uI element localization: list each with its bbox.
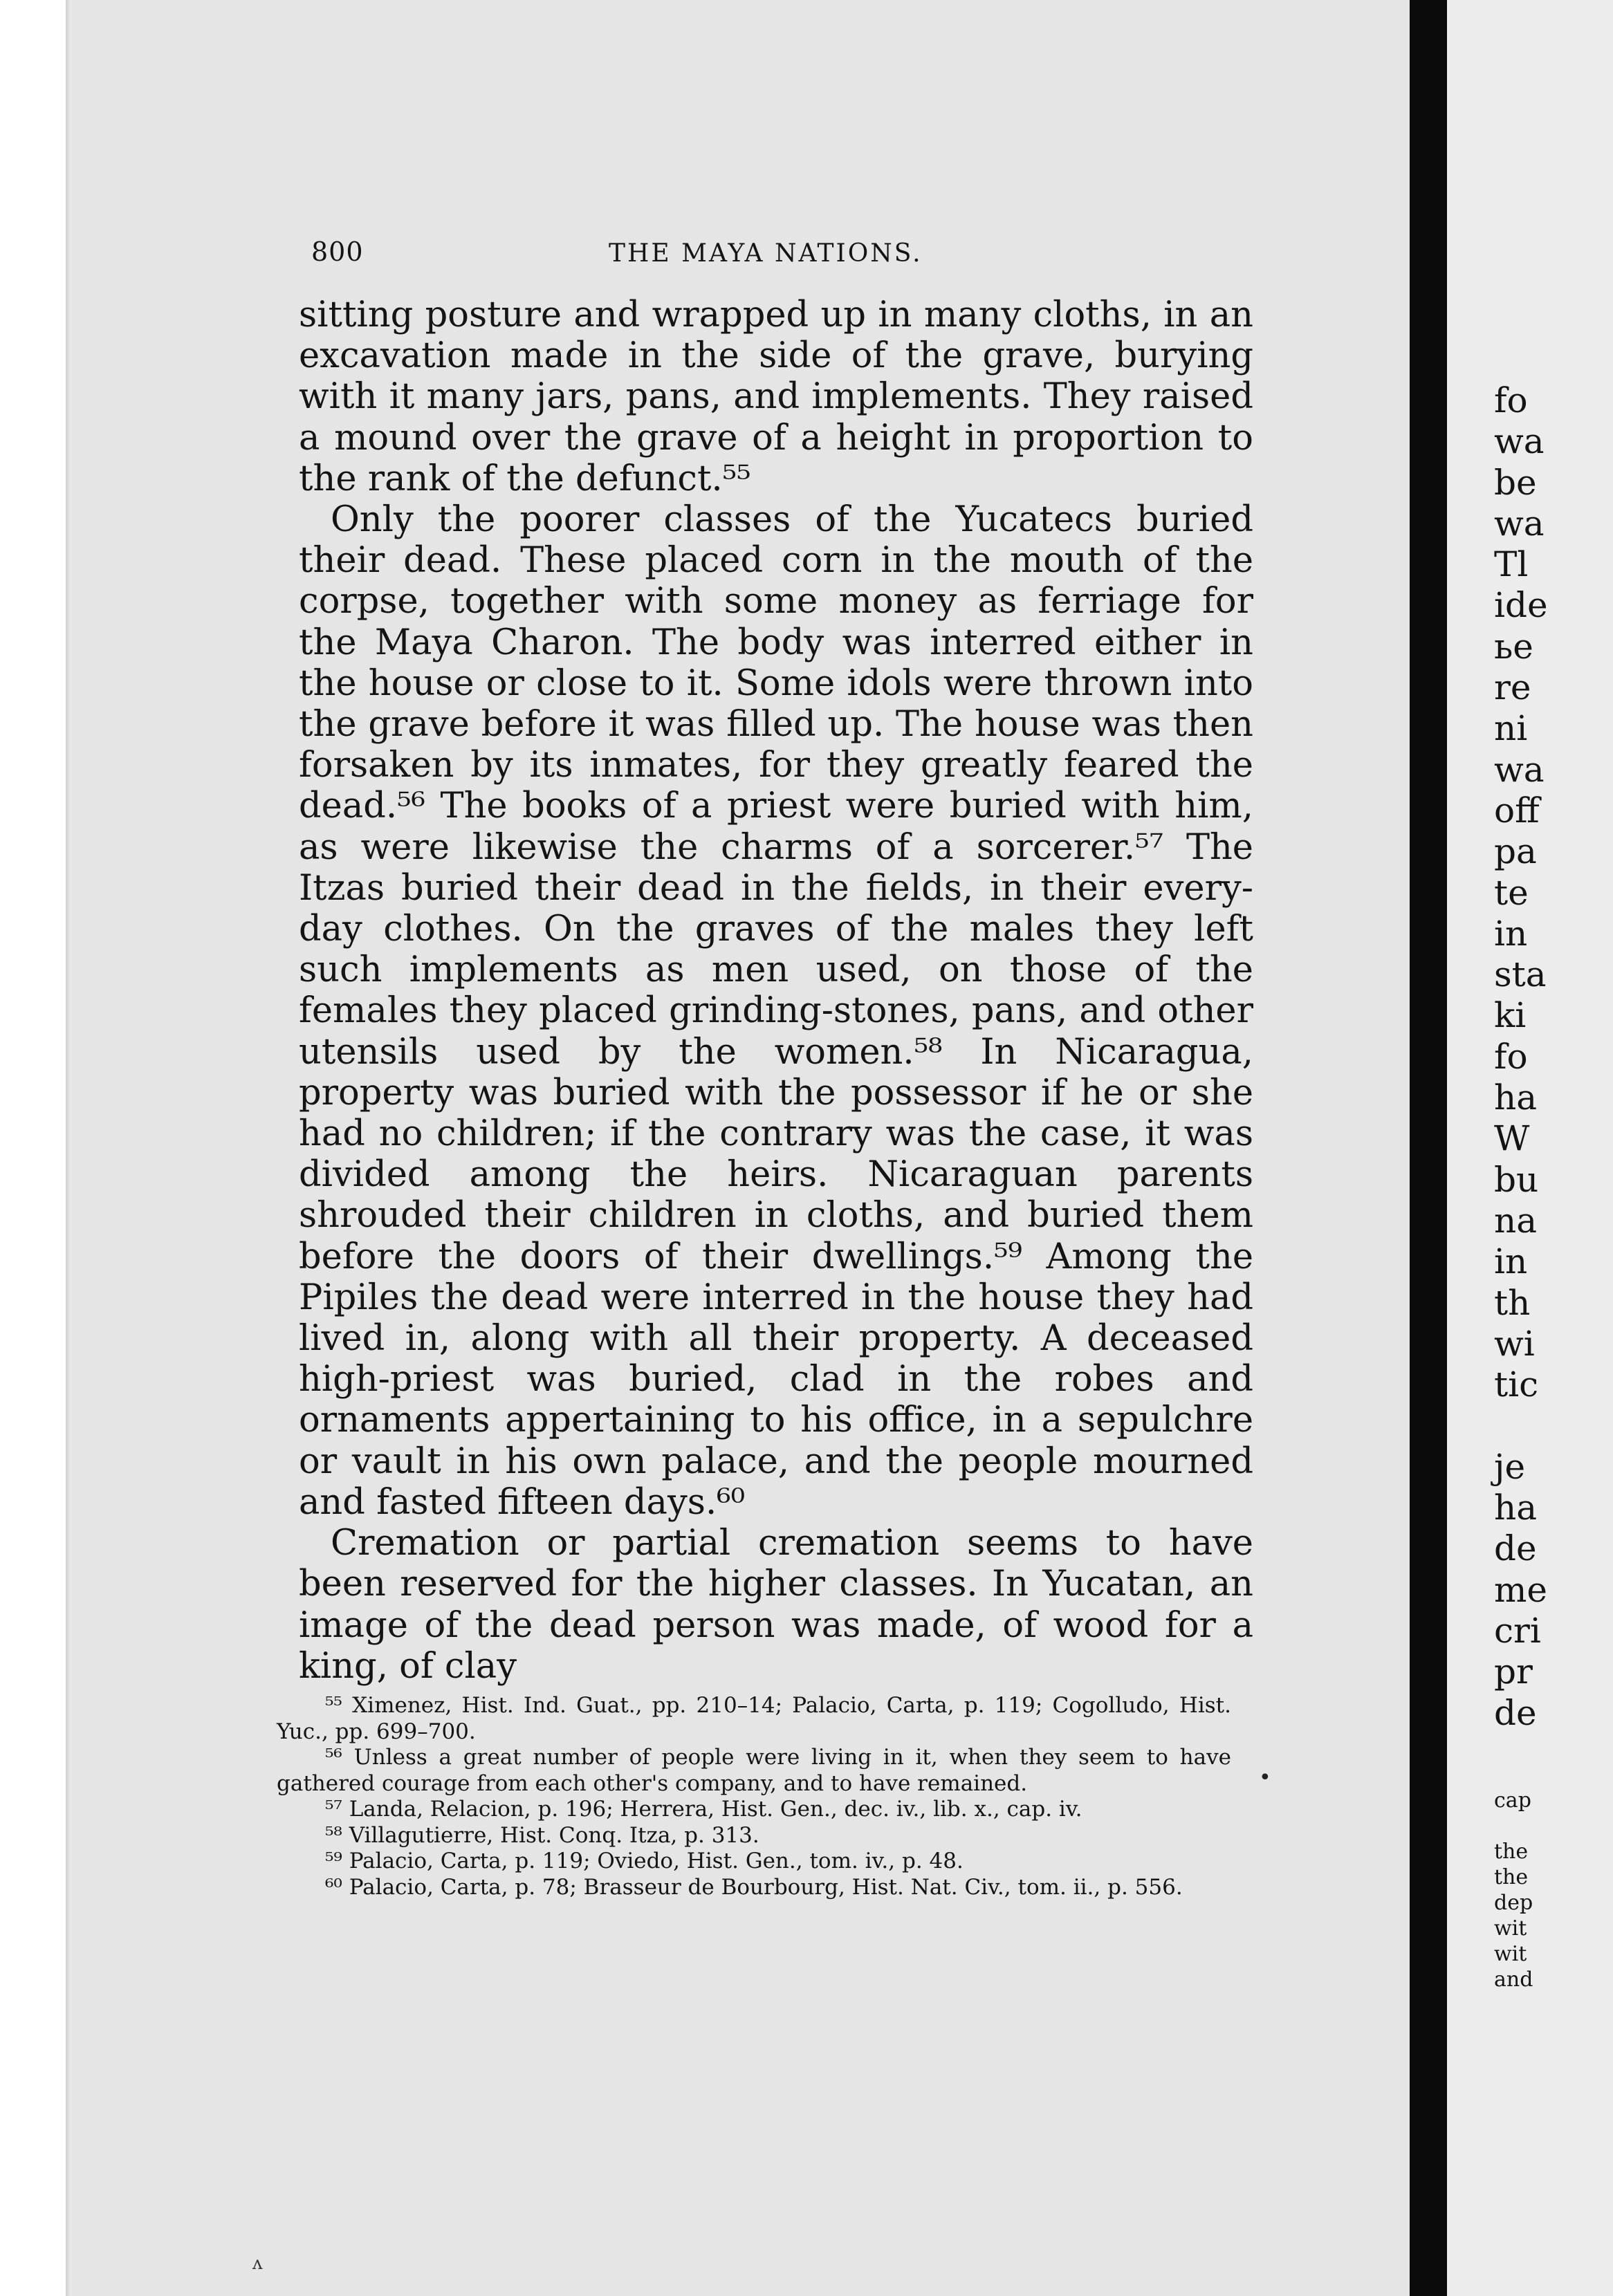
facing-line-fragment: in: [1494, 1241, 1528, 1282]
facing-line-fragment: te: [1494, 872, 1529, 913]
facing-line-fragment: in: [1494, 913, 1528, 954]
facing-line-fragment: wi: [1494, 1323, 1535, 1364]
footnote: ⁵⁹ Palacio, Carta, p. 119; Oviedo, Hist. Gen., tom. iv., p. 48.: [325, 1849, 964, 1873]
footnote: ⁵⁸ Villagutierre, Hist. Conq. Itza, p. 313.: [325, 1822, 759, 1848]
facing-line-fragment: fo: [1494, 380, 1528, 420]
facing-line-fragment: sta: [1494, 954, 1547, 995]
facing-page-notes: [1494, 1788, 1556, 1992]
facing-line-fragment: ni: [1494, 708, 1528, 749]
facing-line-fragment: de: [1494, 1528, 1537, 1569]
paragraph: Cremation or partial cremation seems to have been reserved for the higher classes. In Yucatan, an image of the dead person was made, of wood for a king, of clay: [299, 1523, 1253, 1687]
paragraph: Only the poorer classes of the Yucatecs buried their dead. These placed corn in the mouth of the corpse, together with some money as ferriage for the Maya Charon. The body was interred either in the house or close to it. Some idols were thrown into the grave before it was filled up. The house was then forsaken by its inmates, for they greatly feared the dead.⁵⁶ The books of a priest were buried with him, as were likewise the charms of a sorcerer.⁵⁷ The Itzas buried their dead in the fields, in their every-day clothes. On the graves of the males they left such implements as men used, on those of the females they placed grinding-stones, pans, and other utensils used by the women.⁵⁸ In Nicaragua, property was buried with the possessor if he or she had no children; if the contrary was the case, it was divided among the heirs. Nicaraguan parents shrouded their children in cloths, and buried them before the doors of their dwellings.⁵⁹ Among the Pipiles the dead were interred in the house they had lived in, along with all their property. A deceased high-priest was buried, clad in the robes and ornaments appertaining to his office, in a sepulchre or vault in his own palace, and the people mourned and fasted fifteen days.⁶⁰: [299, 499, 1253, 1523]
page-edge: [66, 0, 71, 2296]
scan-speck: ʌ: [252, 2253, 263, 2274]
facing-note-fragment: and: [1494, 1968, 1533, 1992]
facing-line-fragment: Tl: [1494, 544, 1529, 585]
facing-line-fragment: je: [1494, 1446, 1526, 1487]
facing-note-fragment: the: [1494, 1865, 1529, 1889]
facing-line-fragment: tic: [1494, 1364, 1539, 1405]
paragraph: sitting posture and wrapped up in many cloths, in an excavation made in the side of the grave, burying with it many jars, pans, and implements. They raised a mound over the grave of a height in proportion to the rank of the defunct.⁵⁵: [299, 295, 1253, 499]
page-header: [311, 237, 1266, 285]
facing-line-fragment: off: [1494, 790, 1540, 831]
facing-line-fragment: ьe: [1494, 626, 1533, 667]
facing-line-fragment: ide: [1494, 585, 1548, 626]
facing-line-fragment: ha: [1494, 1488, 1538, 1528]
facing-note-fragment: wit: [1494, 1942, 1527, 1966]
facing-line-fragment: me: [1494, 1569, 1548, 1610]
facing-note-fragment: wit: [1494, 1916, 1527, 1941]
footnote: ⁵⁶ Unless a great number of people were living in it, when they seem to have gathered courage from each other's company, and to have remained.: [277, 1745, 1231, 1796]
footnotes: [277, 1693, 1231, 1900]
facing-line-fragment: cri: [1494, 1610, 1541, 1651]
facing-line-fragment: wa: [1494, 749, 1545, 790]
facing-line-fragment: bu: [1494, 1159, 1539, 1200]
facing-page-text: [1494, 380, 1556, 1734]
facing-line-fragment: be: [1494, 462, 1537, 503]
left-gutter: [0, 0, 66, 2296]
facing-line-fragment: th: [1494, 1282, 1531, 1323]
facing-note-fragment: [1494, 1813, 1556, 1839]
facing-note-fragment: the: [1494, 1840, 1529, 1864]
facing-note-fragment: dep: [1494, 1891, 1533, 1915]
footnote: ⁵⁷ Landa, Relacion, p. 196; Herrera, Hist. Gen., dec. iv., lib. x., cap. iv.: [325, 1797, 1082, 1822]
facing-line-fragment: de: [1494, 1692, 1537, 1733]
facing-line-fragment: ha: [1494, 1077, 1538, 1118]
binding-gap: [1410, 0, 1447, 2296]
facing-line-fragment: W: [1494, 1118, 1530, 1159]
facing-line-fragment: na: [1494, 1200, 1538, 1241]
facing-line-fragment: fo: [1494, 1036, 1528, 1077]
facing-line-fragment: wa: [1494, 421, 1545, 462]
marginal-mark: •: [1259, 1766, 1271, 1790]
facing-line-fragment: wa: [1494, 503, 1545, 544]
facing-line-fragment: [1494, 1405, 1556, 1446]
footnote: ⁵⁵ Ximenez, Hist. Ind. Guat., pp. 210–14; Palacio, Carta, p. 119; Cogolludo, Hist. Yuc., pp. 699–700.: [277, 1693, 1231, 1744]
facing-line-fragment: ki: [1494, 995, 1527, 1036]
running-title: THE MAYA NATIONS.: [609, 239, 923, 268]
facing-line-fragment: pr: [1494, 1651, 1533, 1692]
facing-line-fragment: re: [1494, 667, 1531, 708]
body-text: [299, 295, 1253, 1687]
facing-note-fragment: cap: [1494, 1788, 1531, 1813]
page-number: 800: [311, 237, 364, 267]
facing-line-fragment: pa: [1494, 831, 1537, 872]
footnote: ⁶⁰ Palacio, Carta, p. 78; Brasseur de Bourbourg, Hist. Nat. Civ., tom. ii., p. 556.: [325, 1874, 1183, 1900]
